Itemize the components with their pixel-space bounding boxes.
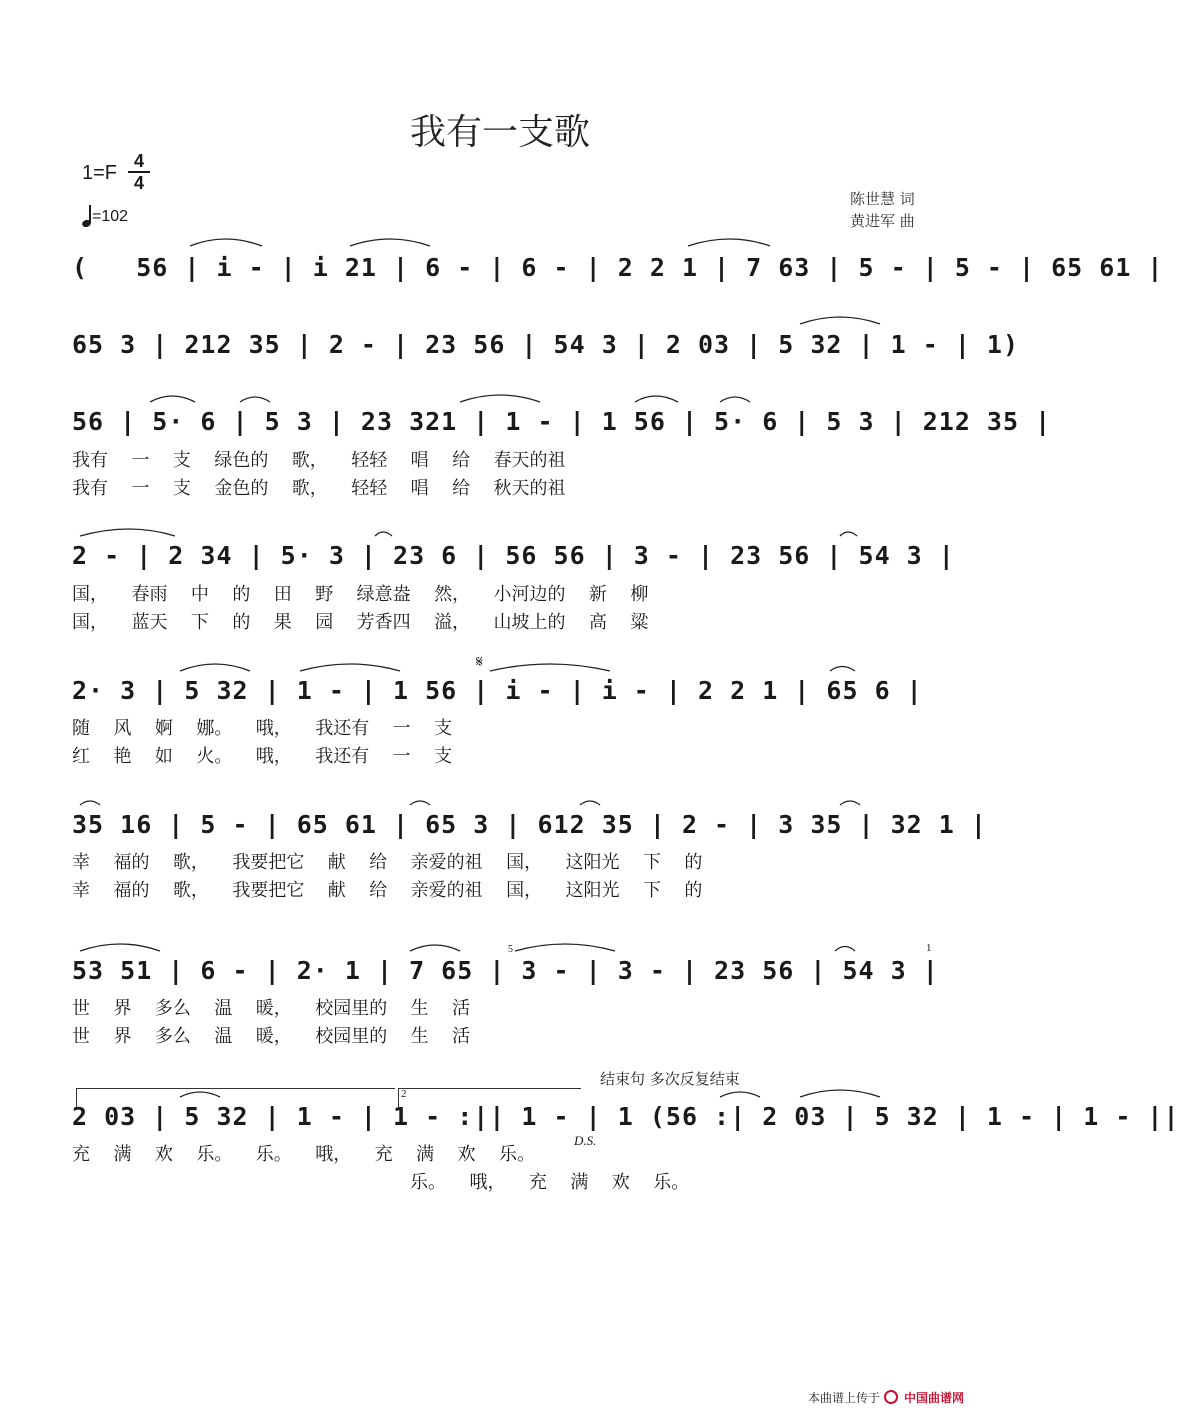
slur-arc [835,947,855,952]
grace-note-5: 5 [508,944,513,955]
slur-arc [580,801,600,805]
time-numerator: 4 [133,151,144,171]
slur-arc [180,664,250,671]
slur-arc [80,944,160,951]
slur-arc [410,945,460,951]
tempo-marking [82,203,128,227]
segno-sign: 𝄋 [476,654,483,671]
lyrics-verse2-system-5: 红 艳 如 火。 哦， 我还有 一 支 [72,746,453,767]
slur-arc [80,529,175,536]
slur-arc [80,801,100,805]
volta-2-label: 2 [401,1088,407,1100]
lyrics-verse1-system-4: 国， 春雨 中 的 田 野 绿意盎 然， 小河边的 新 柳 [72,584,649,605]
footer-site-name: 中国曲谱网 [904,1391,965,1405]
slur-arc [190,239,262,246]
slur-arc [410,801,430,805]
tempo-value: =102 [92,208,129,225]
lyrics-verse2-system-3: 我有 一 支 金色的 歌， 轻轻 唱 给 秋天的祖 [72,478,566,499]
slur-arc [150,396,195,402]
footer-credit [808,1389,964,1406]
notation-system-6: 35 16 | 5 - | 65 61 | 65 3 | 612 35 | 2 - | 3 35 | 32 1 | [72,810,987,839]
slur-arc [350,239,430,246]
slur-arc [635,396,678,402]
slur-arc [720,397,750,402]
slur-arc [460,395,540,402]
slur-arc [840,532,857,536]
lyrics-verse1-system-3: 我有 一 支 绿色的 歌， 轻轻 唱 给 春天的祖 [72,450,566,471]
ending-instruction: 结束句 多次反复结束 [600,1070,740,1088]
slur-arc [490,664,610,671]
time-denominator: 4 [133,173,144,193]
footer-prefix: 本曲谱上传于 [808,1391,881,1405]
slur-arc [840,801,860,805]
notation-system-7: 53 51 | 6 - | 2· 1 | 7 65 | 3 - | 3 - | 23 56 | 54 3 | [72,956,939,985]
slur-arc [720,1092,760,1097]
lyrics-verse2-system-4: 国， 蓝天 下 的 果 园 芳香四 溢， 山坡上的 高 粱 [72,612,649,633]
slur-arc [800,317,880,324]
lyrics-verse1-system-5: 随 风 婀 娜。 哦， 我还有 一 支 [72,718,453,739]
quarter-note-icon [82,203,92,227]
lyrics-verse2-system-7: 世 界 多么 温 暖， 校园里的 生 活 [72,1026,471,1047]
volta-1-label-upper: 1 [926,942,932,954]
lyrics-verse2-system-6: 幸 福的 歌， 我要把它 献 给 亲爱的祖 国， 这阳光 下 的 [72,880,703,901]
composer-credit: 黄进军 曲 [850,212,915,230]
notation-system-3: 56 | 5· 6 | 5 3 | 23 321 | 1 - | 1 56 | 5· 6 | 5 3 | 212 35 | [72,407,1052,436]
lyrics-verse1-system-8: 充 满 欢 乐。 乐。 哦， 充 满 欢 乐。 [72,1144,535,1165]
notation-system-5: 2· 3 | 5 32 | 1 - | 1 56 | i - | i - | 2 2 1 | 65 6 | [72,676,923,705]
slur-arc [515,944,615,951]
slur-arc [300,664,400,671]
key-signature: 1=F [82,162,118,184]
lyrics-verse1-system-6: 幸 福的 歌， 我要把它 献 给 亲爱的祖 国， 这阳光 下 的 [72,852,703,873]
slur-arc [375,532,392,536]
lyricist-credit: 陈世慧 词 [850,190,915,208]
slur-arc [688,239,770,246]
site-logo-icon [884,1390,898,1404]
song-title: 我有一支歌 [409,112,590,153]
slur-arc [240,397,270,402]
notation-system-4: 2 - | 2 34 | 5· 3 | 23 6 | 56 56 | 3 - | 23 56 | 54 3 | [72,541,955,570]
dal-segno-mark: D.S. [574,1133,597,1148]
time-signature [128,152,150,192]
slur-arc [830,667,855,672]
lyrics-verse1-system-7: 世 界 多么 温 暖， 校园里的 生 活 [72,998,471,1019]
lyrics-verse2-system-8: 乐。 哦， 充 满 欢 乐。 [410,1172,690,1193]
notation-system-8: 2 03 | 5 32 | 1 - | 1 - :|| 1 - | 1 (56 :| 2 03 | 5 32 | 1 - | 1 - || [72,1102,1180,1131]
notation-system-2: 65 3 | 212 35 | 2 - | 23 56 | 54 3 | 2 03 | 5 32 | 1 - | 1) [72,330,1020,359]
slur-arc [800,1090,880,1097]
notation-system-1: ( 56 | i - | i 21 | 6 - | 6 - | 2 2 1 | 7 63 | 5 - | 5 - | 65 61 | [72,253,1164,282]
